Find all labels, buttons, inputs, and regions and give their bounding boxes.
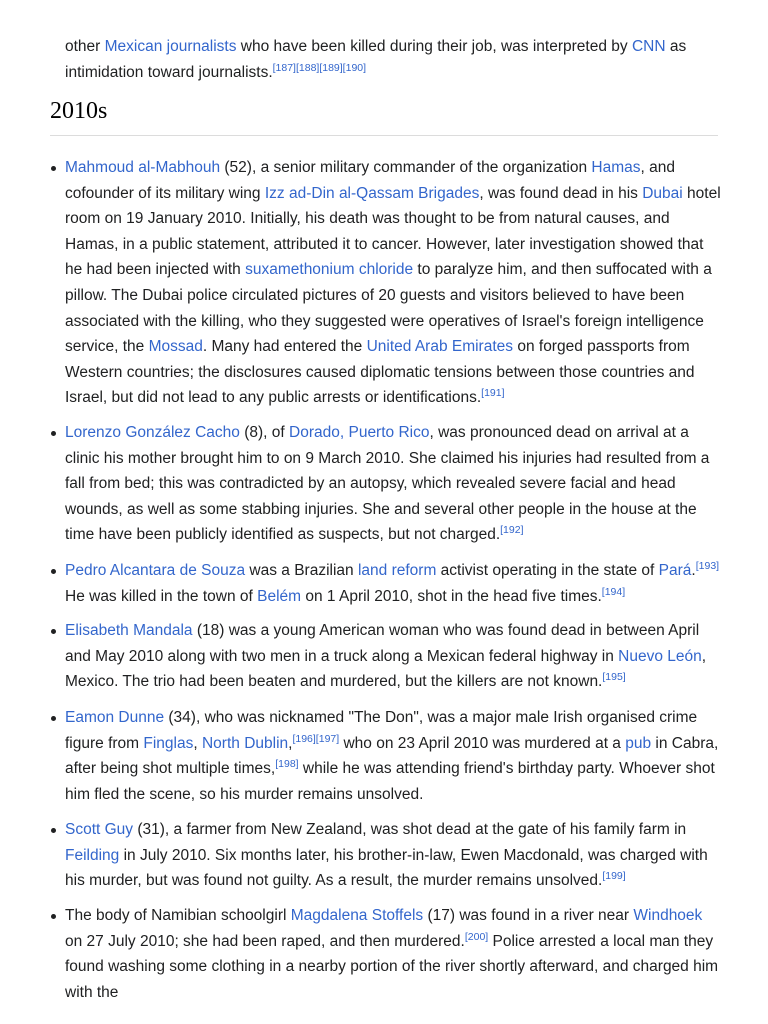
bullet-icon	[51, 716, 56, 721]
link-name[interactable]: Elisabeth Mandala	[65, 622, 193, 639]
reference-link[interactable]: [187][188][189][190]	[272, 61, 367, 74]
link-dubai[interactable]: Dubai	[642, 184, 683, 202]
reference-link[interactable]: [194]	[601, 585, 626, 598]
reference[interactable]	[602, 671, 625, 683]
text: hotel room on 19 January 2010. Initially, his death was thought to be from natural causes, and Hamas, in a public statement, attributed it to cancer. However, later investigation showed that he had been injected with	[65, 184, 721, 279]
reference-link[interactable]: [198]	[275, 758, 299, 771]
link-name[interactable]: Lorenzo González Cacho	[65, 424, 240, 441]
text: on forged passports from Western countries; the disclosures caused diplomatic tensions between those countries and Israel, but did not lead to any public arrests or identifications.	[65, 338, 695, 407]
link-pub[interactable]: pub	[625, 734, 652, 752]
link-name[interactable]: Scott Guy	[65, 821, 134, 838]
link-nuevo-leon[interactable]: Nuevo León	[618, 647, 702, 665]
link-name[interactable]: Eamon Dunne	[65, 709, 165, 726]
text: to paralyze him, and then suffocated with a pillow. The Dubai police circulated pictures of 20 guests and visitors believed to have been associated with the killing, who they suggested were operatives of Israel's foreign intelligence service, the	[65, 261, 712, 356]
text: Police arrested a local man they found washing some clothing in a nearby portion of the river shortly afterward, and charged him with the	[65, 932, 719, 1001]
text: (17) was found in a river near	[423, 907, 634, 924]
text: , Mexico. The trio had been beaten and murdered, but the killers are not known.	[65, 647, 707, 691]
text: as intimidation toward journalists.	[65, 38, 687, 81]
text: . Many had entered the	[202, 338, 367, 356]
bullet-icon	[51, 431, 56, 436]
text: (18) was a young American woman who was found dead in between April and May 2010 along with two men in a truck along a Mexican federal highway in	[65, 622, 700, 665]
link-name[interactable]: Pedro Alcantara de Souza	[65, 562, 246, 579]
reference[interactable]	[696, 560, 719, 572]
bullet-icon	[51, 828, 56, 833]
text: on 27 July 2010; she had been raped, and then murdered.	[65, 932, 465, 950]
text: , was found dead in his	[479, 184, 643, 202]
text: .	[691, 562, 696, 579]
link-windhoek[interactable]: Windhoek	[633, 907, 703, 924]
text: (52), a senior military commander of the organization	[220, 159, 592, 176]
link-name[interactable]: Magdalena Stoffels	[290, 907, 424, 924]
text: (31), a farmer from New Zealand, was shot dead at the gate of his family farm in	[133, 821, 687, 838]
text: , and cofounder of its military wing	[65, 159, 675, 202]
text: other	[65, 38, 105, 55]
reference[interactable]	[481, 387, 504, 399]
link-feilding[interactable]: Feilding	[65, 846, 120, 864]
link-para[interactable]: Pará	[658, 562, 692, 579]
text: activist operating in the state of	[436, 562, 659, 579]
link-cnn[interactable]: CNN	[631, 38, 666, 55]
text: ,	[193, 734, 202, 752]
reference-link[interactable]: [196][197]	[292, 732, 340, 745]
link-finglas[interactable]: Finglas	[143, 734, 194, 752]
reference[interactable]	[500, 524, 523, 536]
bullet-icon	[51, 569, 56, 574]
link-north-dublin[interactable]: North Dublin	[201, 734, 289, 752]
reference-link[interactable]: [199]	[602, 870, 626, 883]
text: in Cabra, after being shot multiple times,	[65, 734, 719, 778]
link-mossad[interactable]: Mossad	[148, 338, 203, 356]
list-item	[65, 155, 721, 411]
reference-link[interactable]: [192]	[500, 524, 524, 537]
text: The body of Namibian schoolgirl	[65, 907, 291, 924]
reference-link[interactable]: [200]	[464, 930, 489, 943]
link-suxamethonium[interactable]: suxamethonium chloride	[245, 261, 414, 279]
reference[interactable]	[292, 733, 339, 745]
link-name[interactable]: Mahmoud al-Mabhouh	[65, 159, 221, 176]
link-brigades[interactable]: Izz ad-Din al-Qassam Brigades	[264, 184, 480, 202]
list-item	[65, 817, 721, 894]
list-item	[65, 420, 721, 548]
list-item	[65, 705, 721, 807]
section-heading: 2010s	[50, 98, 718, 136]
reference[interactable]	[275, 758, 298, 770]
text: was a Brazilian	[245, 562, 358, 579]
link-belem[interactable]: Belém	[257, 587, 302, 605]
text: in July 2010. Six months later, his brother-in-law, Ewen Macdonald, was charged with his murder, but was found not guilty. As a result, the murder remains unsolved.	[65, 846, 708, 890]
text: who have been killed during their job, was interpreted by	[236, 38, 632, 55]
list-item	[65, 558, 721, 609]
bullet-icon	[51, 629, 56, 634]
text: ,	[288, 734, 293, 752]
reference[interactable]	[273, 62, 366, 74]
text: on 1 April 2010, shot in the head five times.	[301, 587, 602, 605]
link-mexican-journalists[interactable]: Mexican journalists	[104, 38, 237, 55]
bullet-icon	[51, 166, 56, 171]
reference[interactable]	[602, 870, 625, 882]
link-dorado-puerto-rico[interactable]: Dorado, Puerto Rico	[289, 424, 430, 441]
text: while he was attending friend's birthday party. Whoever shot him fled the scene, so his murder remains unsolved.	[65, 760, 715, 803]
text: , was pronounced dead on arrival at a clinic his mother brought him to on 9 March 2010. She claimed his injuries had resulted from a fall from bed; this was contradicted by an autopsy, which revealed severe facial and head wounds, as well as some stabbing injuries. She and several other people in the house at the time have been publicly identified as suspects, but not charged.	[65, 424, 710, 544]
list-item	[65, 618, 721, 695]
reference-link[interactable]: [193]	[695, 560, 720, 572]
link-uae[interactable]: United Arab Emirates	[366, 338, 514, 356]
text: (8), of	[239, 424, 290, 441]
text: who on 23 April 2010 was murdered at a	[339, 734, 626, 752]
list-item	[65, 903, 721, 1005]
reference[interactable]	[602, 586, 625, 598]
reference-link[interactable]: [191]	[481, 387, 505, 400]
intro-paragraph	[65, 34, 721, 85]
bullet-icon	[51, 914, 56, 919]
reference[interactable]	[465, 931, 488, 943]
text: (34), who was nicknamed "The Don", was a major male Irish organised crime figure from	[65, 709, 698, 752]
reference-link[interactable]: [195]	[602, 671, 626, 684]
link-hamas[interactable]: Hamas	[591, 159, 641, 176]
link-land-reform[interactable]: land reform	[357, 562, 437, 579]
text: He was killed in the town of	[65, 587, 258, 605]
